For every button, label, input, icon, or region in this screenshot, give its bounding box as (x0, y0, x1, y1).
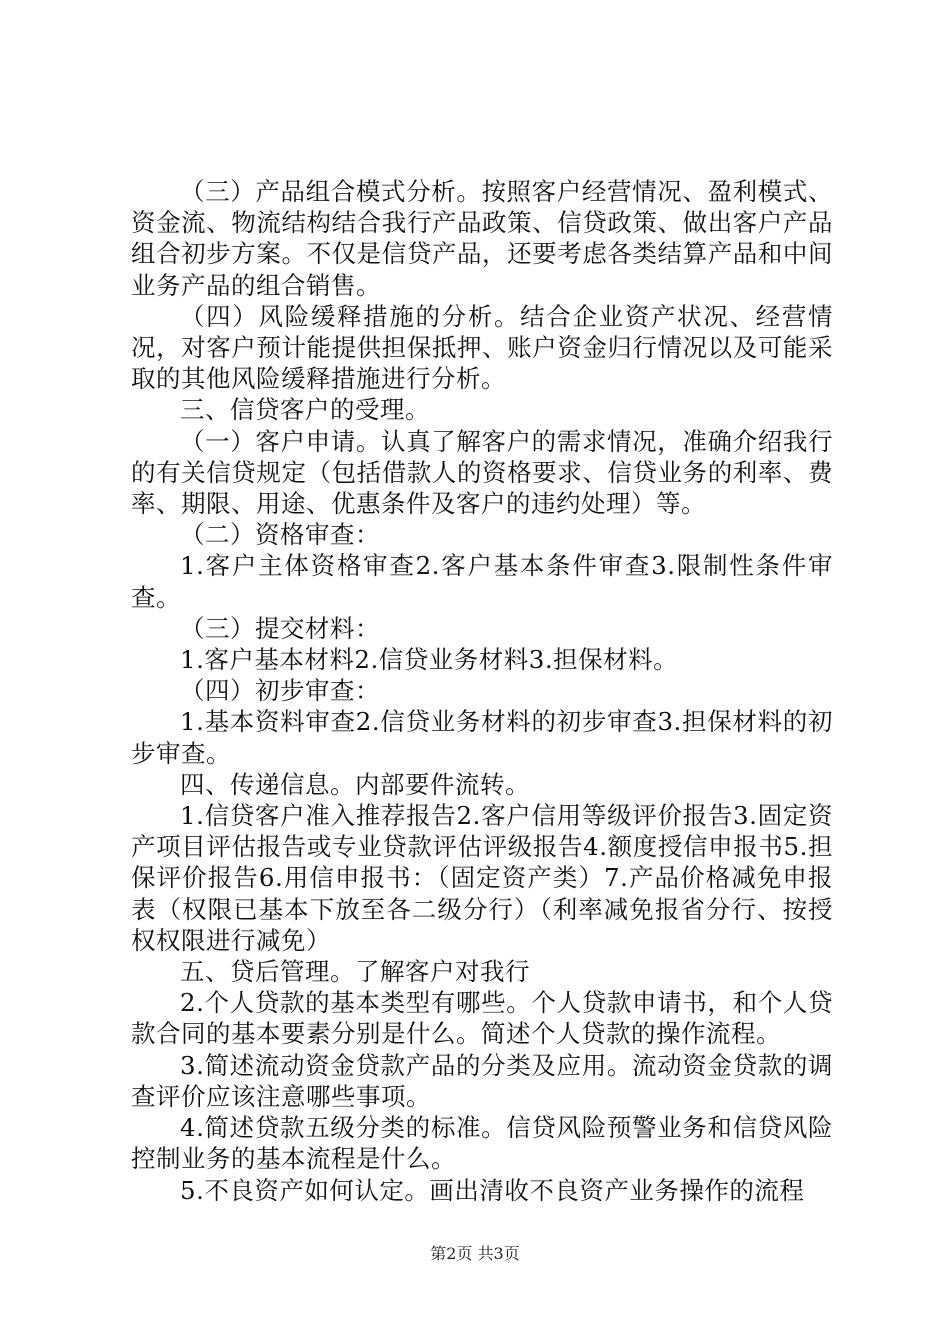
page-number: 第2页 共3页 (430, 1244, 520, 1263)
subheading-submit-materials: （三）提交材料： (180, 613, 380, 643)
question-personal-loans: 2.个人贷款的基本类型有哪些。个人贷款申请书，和个人贷款合同的基本要素分别是什么。简述个人贷款的操作流程。 (131, 988, 833, 1049)
paragraph-qualification-items: 1.客户主体资格审查2.客户基本条件审查3.限制性条件审查。 (131, 551, 833, 612)
question-loan-classification: 4.简述贷款五级分类的标准。信贷风险预警业务和信贷风险控制业务的基本流程是什么。 (131, 1113, 833, 1174)
page-footer (0, 1244, 950, 1264)
document-body (131, 176, 833, 1206)
heading-transmit-information: 四、传递信息。内部要件流转。 (180, 769, 530, 799)
subheading-qualification-review: （二）资格审查： (180, 520, 380, 550)
question-non-performing-assets: 5.不良资产如何认定。画出清收不良资产业务操作的流程 (180, 1175, 805, 1205)
paragraph-product-combination: （三）产品组合模式分析。按照客户经营情况、盈利模式、资金流、物流结构结合我行产品政策、信贷政策、做出客户产品组合初步方案。不仅是信贷产品，还要考虑各类结算产品和中间业务产品的组合销售。 (131, 177, 833, 300)
question-working-capital: 3.简述流动资金贷款产品的分类及应用。流动资金贷款的调查评价应该注意哪些事项。 (131, 1050, 833, 1111)
paragraph-report-list: 1.信贷客户准入推荐报告2.客户信用等级评价报告3.固定资产项目评估报告或专业贷款评估评级报告4.额度授信申报书5.担保评价报告6.用信申报书：（固定资产类）7.产品价格减免申报表（权限已基本下放至各二级分行）（利率减免报省分行、按授权权限进行减免） (131, 801, 833, 955)
paragraph-customer-application: （一）客户申请。认真了解客户的需求情况，准确介绍我行的有关信贷规定（包括借款人的资格要求、信贷业务的利率、费率、期限、用途、优惠条件及客户的违约处理）等。 (131, 426, 833, 519)
heading-customer-acceptance: 三、信贷客户的受理。 (180, 395, 430, 425)
subheading-preliminary-review: （四）初步审查： (180, 676, 380, 706)
paragraph-materials-items: 1.客户基本材料2.信贷业务材料3.担保材料。 (180, 645, 679, 675)
paragraph-preliminary-items: 1.基本资料审查2.信贷业务材料的初步审查3.担保材料的初步审查。 (131, 707, 833, 768)
paragraph-risk-mitigation: （四）风险缓释措施的分析。结合企业资产状况、经营情况，对客户预计能提供担保抵押、账户资金归行情况以及可能采取的其他风险缓释措施进行分析。 (131, 301, 833, 394)
heading-post-loan-management: 五、贷后管理。了解客户对我行 (180, 957, 530, 987)
